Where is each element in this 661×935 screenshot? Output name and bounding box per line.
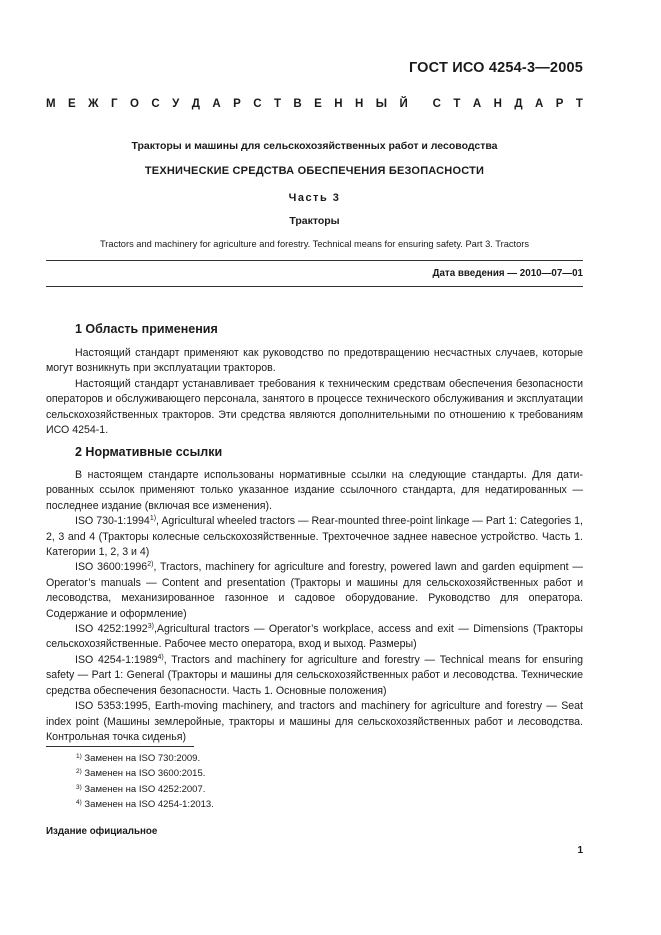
banner-letter: С [253, 98, 262, 110]
footnote [76, 782, 214, 797]
reference-item [46, 514, 583, 560]
section-heading-scope: 1 Область применения [75, 322, 218, 336]
reference-code: ISO 4252:1992 [75, 623, 148, 636]
banner-letter: Е [68, 98, 76, 110]
footnote-mark: 4) [76, 799, 82, 807]
english-title: Tractors and machinery for agriculture and forestry. Technical means for ensuring safety. Part 3. Tractors [99, 239, 530, 249]
reference-text: ,Agricultural tractors — Operator’s workplace, access and exit — Dimensions (Тракторы сельскохозяйственные. Рабочее место оператора, вход и выход. Размеры) [46, 623, 583, 651]
footnote-marker: 1) [149, 515, 157, 523]
reference-code: ISO 730-1:1994 [75, 515, 150, 528]
banner-letter: А [212, 98, 221, 110]
banner-letter: С [151, 98, 160, 110]
reference-text: , Agricultural wheeled tractors — Rear-mounted three-point linkage — Part 1: Categories 1, 2, 3 and 4 (Тракторы колесные сельскохозяйственные. Трехточечное заднее навесное устройство. Часть 1. Категории 1, 2, 3 и 4) [46, 515, 583, 559]
footnote [76, 766, 214, 781]
interstate-standard-banner [46, 98, 583, 110]
section-scope-body [46, 346, 583, 438]
reference-item [46, 699, 583, 745]
banner-letter: Н [334, 98, 343, 110]
reference-code: ISO 5353:1995 [75, 700, 148, 713]
reference-item [46, 622, 583, 653]
paragraph: В настоящем стандарте использованы нормативные ссылки на следующие стандарты. Для датированных ссылок применяют только указанное издание ссылочного стандарта, для недатированных — последнее издание (включая все изменения). [46, 469, 583, 512]
paragraph: Настоящий стандарт применяют как руководство по предотвращению несчастных случаев, которые могут возникнуть при эксплуатации тракторов. [46, 347, 583, 375]
footnote-marker: 2) [147, 561, 154, 569]
banner-letter: В [293, 98, 302, 110]
document-title-caps: ТЕХНИЧЕСКИЕ СРЕДСТВА ОБЕСПЕЧЕНИЯ БЕЗОПАСНОСТИ [144, 165, 485, 177]
footnote-text: Заменен на ISO 3600:2015. [81, 768, 206, 780]
footnote-mark: 1) [76, 753, 82, 760]
introduction-date: Дата введения — 2010—07—01 [432, 268, 583, 279]
footnotes [76, 751, 214, 813]
section-heading-references: 2 Нормативные ссылки [75, 445, 223, 459]
footnote [76, 797, 214, 812]
banner-letter: Ж [88, 98, 99, 110]
reference-item [46, 560, 583, 622]
banner-letter: Е [314, 98, 322, 110]
banner-letter: А [534, 98, 544, 110]
banner-letter: О [129, 98, 139, 110]
banner-letter: Г [110, 98, 118, 110]
banner-letter: У [172, 98, 180, 110]
page-number: 1 [577, 845, 583, 856]
banner-letter: А [472, 98, 482, 110]
banner-letter: Т [575, 98, 583, 110]
footnote-mark: 2) [76, 768, 82, 776]
standard-code: ГОСТ ИСО 4254-3—2005 [408, 60, 583, 76]
reference-text: , Tractors, machinery for agriculture and forestry, powered lawn and garden equipment — Operator’s manuals — Content and presentation (Тракторы и машины для сельскохозяйственных работ и лесоводства, механизированное газонное и садовое оборудование. Руководство для оператора. Содержание и оформление) [46, 561, 583, 620]
footnote-marker: 4) [157, 653, 164, 661]
reference-text: , Tractors and machinery for agriculture and forestry — Technical means for ensuring safety — Part 1: General (Тракторы и машины для сельскохозяйственных работ и лесоводства. Технические средства обеспечения безопасности. Часть 1. Основные положения) [46, 653, 583, 697]
banner-letter: Н [493, 98, 502, 110]
banner-letter: Д [514, 98, 523, 110]
divider-bottom [46, 286, 583, 287]
footnote-text: Заменен на ISO 4252:2007. [81, 783, 206, 795]
reference-item [46, 653, 583, 699]
footnote-divider [46, 746, 194, 747]
part-subtitle: Тракторы [289, 215, 340, 227]
footnote [76, 751, 214, 766]
reference-code: ISO 4254-1:1989 [75, 653, 158, 666]
section-references-body [46, 468, 583, 745]
banner-letter: Й [399, 98, 408, 110]
footnote-text: Заменен на ISO 730:2009. [81, 753, 201, 764]
banner-letter: Т [453, 98, 461, 110]
banner-letter: Р [555, 98, 564, 110]
document-title: Тракторы и машины для сельскохозяйственных работ и лесоводства [131, 140, 498, 152]
banner-letter: С [432, 98, 441, 110]
footnote-mark: 3) [76, 783, 82, 791]
banner-letter: Д [191, 98, 200, 110]
divider-top [46, 260, 583, 261]
banner-letter: Р [233, 98, 241, 110]
footnote-marker: 3) [147, 623, 154, 631]
banner-letter: М [46, 98, 56, 110]
reference-text: , Earth-moving machinery, and tractors and machinery for agriculture and forestry — Seat index point (Машины землеройные, тракторы и машины для сельскохозяйственных работ и лесоводства. Контрольная точка сиденья) [46, 700, 583, 743]
banner-letter: Т [273, 98, 281, 110]
banner-letter: Н [355, 98, 364, 110]
paragraph: Настоящий стандарт устанавливает требования к техническим средствам обеспечения безопасности операторов и обслуживающего персонала, занятого в процессе технического обслуживания и эксплуатации сельскохозяйственных тракторов. Эти средства являются дополнительными по отношению к требованиям ИСО 4254-1. [46, 377, 583, 437]
banner-letter: Ы [375, 98, 388, 110]
footnote-text: Заменен на ISO 4254-1:2013. [81, 799, 214, 811]
reference-code: ISO 3600:1996 [75, 561, 148, 574]
part-number: Часть 3 [288, 192, 341, 204]
official-edition-label: Издание официальное [46, 826, 158, 837]
